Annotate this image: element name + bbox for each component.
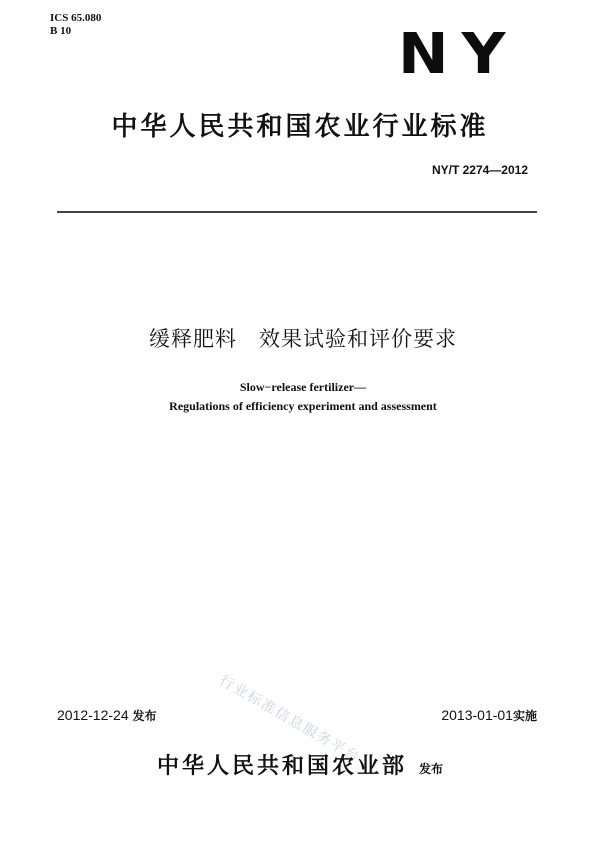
issue-date: 2012-12-24 (57, 707, 129, 723)
effective-date: 2013-01-01 (441, 707, 513, 723)
effective-date-block (441, 706, 537, 725)
standard-number: NY/T 2274—2012 (431, 163, 528, 177)
issue-date-block (57, 706, 157, 725)
issuer-block (0, 752, 600, 784)
header-divider (57, 211, 537, 213)
ccs-code: B 10 (50, 25, 72, 37)
standard-type-title: 中华人民共和国农业行业标准 (111, 112, 489, 142)
issuer-name: 中华人民共和国农业部 (156, 754, 407, 779)
document-title-zh: 缓释肥料 效果试验和评价要求 (149, 327, 457, 351)
watermark: 行业标准信息服务平台 (216, 672, 364, 767)
ics-code: ICS 65.080 (50, 12, 102, 24)
effective-label: 实施 (512, 709, 537, 723)
ny-logo: NY (398, 22, 519, 87)
document-title-en-line1: Slow−release fertilizer— (239, 380, 367, 394)
issuer-label: 发布 (419, 762, 444, 776)
document-title-en-line2: Regulations of efficiency experiment and assessment (169, 399, 437, 413)
issue-label: 发布 (132, 709, 157, 723)
